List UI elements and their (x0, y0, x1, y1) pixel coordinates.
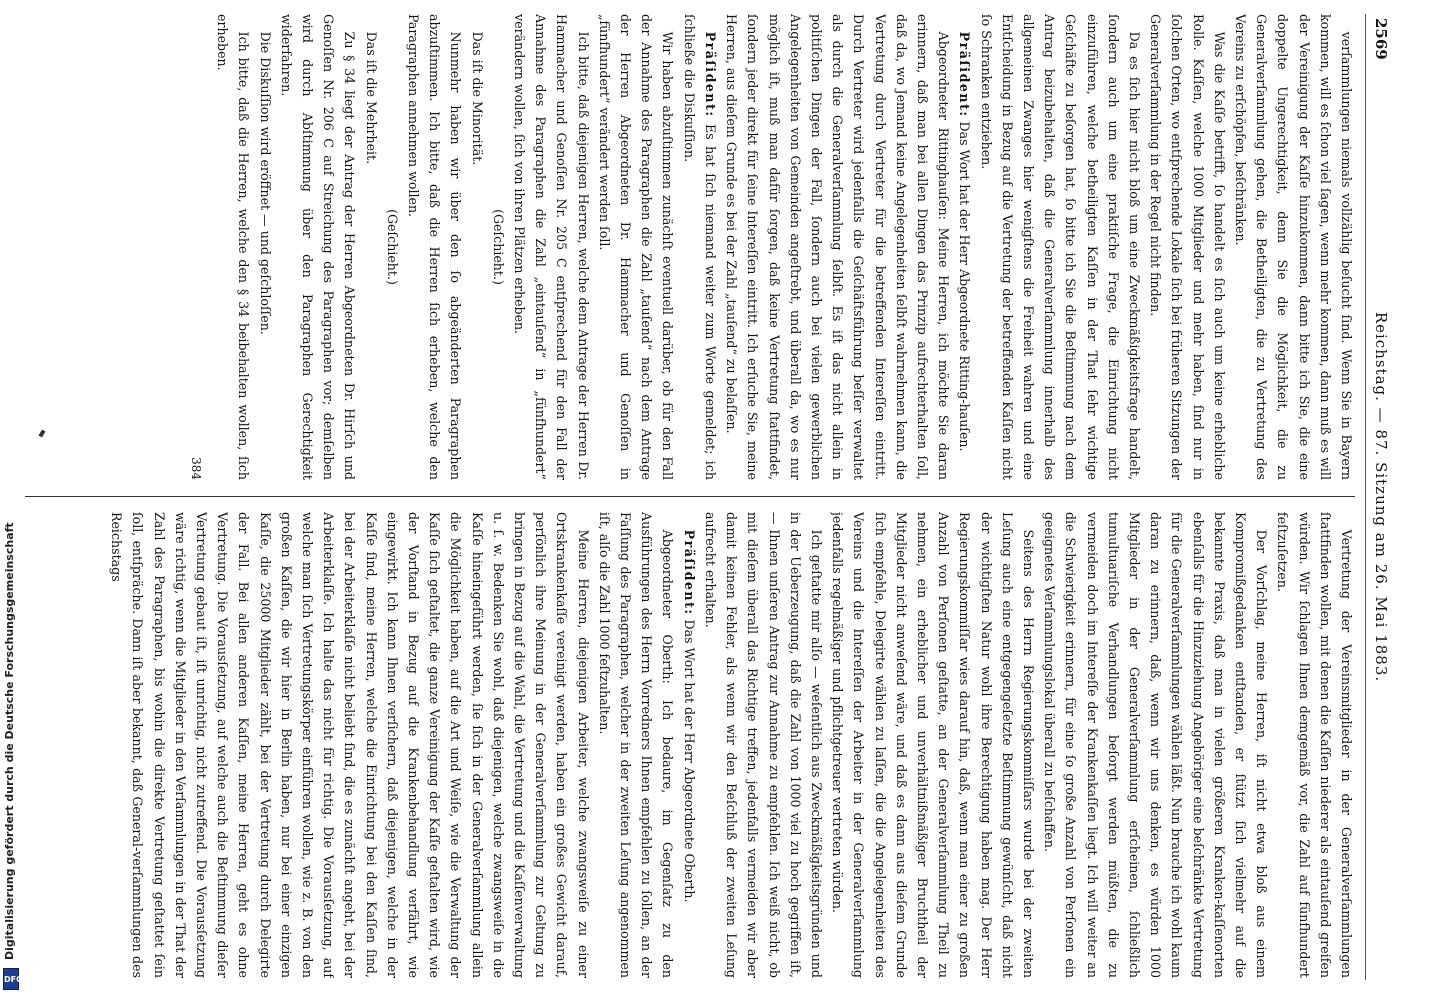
paragraph: Ich geſtatte mir alſo — weſentlich aus Zweckmäßigkeitsgründen und in der Ueberzeugung, daß die Zahl von 1000 viel zu hoch gegriffen iſt, — Ihnen unſeren Antrag zur Annahme zu empfehlen. Ich weiß nicht, ob mit dieſem überall das Richtige treffen, jedenfalls vermeiden wir aber damit keinen Fehler, als wenn wir den Beſchluß der zweiten Leſung aufrecht erhalten. (702, 512, 824, 978)
paragraph: Wir haben abzuſtimmen zunächſt eventuell darüber, ob für den Fall der Annahme des Paragraphen die Zahl „tauſend“ nach dem Antrage der Herren Abgeordneten Dr. Hammacher und Genoſſen in „fünfhundert“ verändert werden ſoll. (596, 14, 676, 480)
paragraph: verſammlungen niemals vollzählig beſucht ſind. Wenn Sie in Bayern kommen, will es ſchon viel ſagen, wenn mehr kommen, dann muß es will der Vereinigung der Kaſſe hinzukommen, dann bitte ich Sie, die eine doppelte Ungerechtigkeit, denn Sie die Möglichkeit, die zu Generalverſammlung gehen, die Betheiligten, die zu Vertretung des Vereins zu erſchöpfen, beſchränken. (1232, 14, 1354, 480)
sheet-number: 384 (189, 457, 204, 480)
paragraph: Zu § 34 liegt der Antrag der Herren Abgeordneten Dr. Hirſch und Genoſſen Nr. 206 C auf Streichung des Paragraphen vor; demſelben wird durch Abſtimmung über den Paragraphen Gerechtigkeit widerfahren. (278, 14, 358, 480)
paragraph: Abgeordneter Rittinghauſen: Meine Herren, ich möchte Sie daran erinnern, daß man bei allen Dingen das Prinzip aufrechterhalten ſoll, daß da, wo Jemand keine Angelegenheiten ſelbſt wahrnehmen kann, die Vertretung durch Vertreter für die betreffenden Intereſſen eintritt. Durch Vertreter wird jedenfalls die Geſchäftsführung beſſer verwaltet als durch die Generalverſammlung ſelbſt. Es iſt das nicht allein in politiſchen Dingen der Fall, ſondern auch bei vielen gewerblichen Angelegenheiten von Gemeinden angeſtrebt, und überall da, wo es nur möglich iſt, muß man dafür ſorgen, daß keine Vertretung ſtattfindet, ſondern jeder direkt für ſeine Intereſſen eintritt. Ich erſuche Sie, meine Herren, aus dieſem Grunde es bei der Zahl „tauſend“ zu belaſſen. (724, 14, 952, 480)
dfg-logo: DFG (3, 968, 19, 990)
paragraph: Seitens des Herrn Regierungskommiſſars wurde bei der zweiten Leſung auch eine entgegengeſetzte Beſtimmung gewünſcht, daß nicht der wichtigſten Natur wohl ihre Berechtigung haben mag. Der Herr Regierungskommiſſar wies darauf hin, daß, wenn man einer zu großen Anzahl von Perſonen geſtatte, an der Generalverſammlung Theil zu nehmen, ein erheblicher und unverhältnißmäßiger Bruchtheil der Mitglieder nicht anweſend wäre, und daß es dann aus dieſem Grunde ſich empfehle, Delegirte wählen zu laſſen, die die Angelegenheiten des Vereins und die Intereſſen der Arbeiter in der Generalverſammlung jedenfalls regelmäßiger und pflichtgetreuer vertreten würden. (830, 512, 1036, 978)
speaker-paragraph: Präſident: Das Wort hat der Herr Abgeordnete Ritting-hauſen. (957, 31, 973, 452)
speaker-label: Präſident: (681, 529, 697, 616)
paragraph: Ich bitte, daß die Herren, welche den § 34 beibehalten wollen, ſich erheben. (215, 14, 252, 480)
text-columns (17, 14, 1357, 980)
paragraph: Das iſt die Mehrheit. (363, 31, 379, 165)
paragraph: Da es ſich hier nicht bloß um eine Zweckmäßigkeitsfrage handelt, ſondern auch um eine praktiſche Frage, die Einrichtung nicht einzuführen, welche betheiligten Kaſſen in der That ſehr wichtige Geſchäfte zu beſorgen hat, ſo bitte ich Sie die Beſtimmung nach dem Antrag beizubehalten, daß die Generalverſammlung innerhalb des allgemeinen Zwanges hier wenigſtens die Freiheit wahren und eine Entſcheidung in Bezug auf die Vertretung der betreffenden Kaſſen nicht ſo Schranken entziehen. (978, 14, 1142, 480)
speaker-label: Präſident: (957, 31, 973, 118)
column-rule (25, 496, 1355, 497)
paragraph: Was die Kaſſe betrifft, ſo handelt es ſich auch um keine erhebliche Rolle. Kaſſen, welche 1000 Mitglieder und mehr haben, ſind nur in ſolchen Orten, wo entſprechende Lokale ſich bei früheren Sitzungen der Generalverſammlung in der Regel nicht finden. (1148, 14, 1227, 480)
paragraph: Abgeordneter Oberth: Ich bedaure, im Gegenſatz zu den Ausführungen des Herrn Vorredners Ihnen empfehlen zu ſollen, an der Faſſung des Paragraphen, welcher in der zweiten Leſung angenommen iſt, alſo die Zahl 1000 feſtzuhalten. (596, 512, 676, 978)
page-number-left: 2569 (1372, 18, 1390, 60)
procedural-note: (Geſchieht.) (384, 209, 400, 285)
credit-text: Digitalisierung gefördert durch die Deutsche Forschungsgemeinschaft (3, 522, 16, 960)
speaker-paragraph: Präſident: Das Wort hat der Herr Abgeordnete Oberth. (681, 529, 697, 903)
right-column (22, 512, 1357, 978)
paragraph: Der Vorſchlag, meine Herren, iſt nicht etwa bloß aus einem Kompromißgedanken entſtanden, er ſtützt ſich vielmehr auf die bekannte Praxis, daß man in vielen größeren Kranken-kaſſenorten ebenſalls für die Hinzuziehung Angehöriger eine beſchränkte Vertretung für die Generalverſammlungen wählen läßt. Nun brauche ich wohl kaum daran zu erinnern, daß, wenn wir uns denken, es würden 1000 Mitglieder in der Generalverſammlung erſcheinen, ſchließlich tumultuariſche Verhandlungen beſorgt werden müßten, die zu vermeiden doch im Intereſſe der Krankenkaſſen liegt. Ich will weiter an die Schwierigkeit erinnern, für eine ſo große Anzahl von Perſonen ein geeignetes Verſammlungslokal überall zu beſchaffen. (1042, 512, 1270, 978)
page-header (1365, 14, 1392, 980)
credit-strip (0, 0, 22, 1000)
running-title: Reichstag. — 87. Sitzung am 26. Mai 1883. (1372, 311, 1390, 683)
speaker-paragraph: Präſident: Es hat ſich niemand weiter zum Worte gemeldet; ich ſchließe die Diskuſſion. (681, 14, 718, 480)
paragraph: Die Diskuſſion wird eröffnet — und geſchloſſen. (257, 31, 273, 335)
left-column (22, 14, 1357, 480)
speaker-label: Präſident: (702, 31, 718, 118)
paragraph: Nunmehr haben wir über den ſo abgeänderten Paragraphen abzuſtimmen. Ich bitte, daß die Herren ſich erheben, welche den Paragraphen annehmen wollen. (406, 14, 464, 480)
paragraph: Das iſt die Minorität. (469, 31, 485, 166)
paragraph: Vertretung der Vereinsmitglieder in der Generalverſammlungen ſtattfinden wollen, mit denen die Kaſſen niederer als eintauſend greifen würden. Wir ſchlagen Ihnen demgemäß vor, die Zahl auf fünfhundert feſtzuſetzen. (1275, 512, 1354, 978)
paragraph: Ich bitte, daß diejenigen Herren, welche dem Antrage der Herren Dr. Hammacher und Genoſſen Nr. 205 C entſprechend für den Fall der Annahme des Paragraphen die Zahl „eintauſend“ in „fünfhundert“ verändern wollen, ſich von ihren Plätzen erheben. (512, 14, 591, 480)
paragraph: Meine Herren, diejenigen Arbeiter, welche zwangsweiſe zu einer Ortskrankenkaſſe vereinigt werden, haben ein großes Gewicht darauf, perſönlich ihre Meinung in der Generalverſammlung zur Geltung zu bringen in Bezug auf die Wahl, die Vertretung und die Kaſſenverwaltung u. ſ. w. Bedenken Sie wohl, daß diejenigen, welche zwangsweiſe in die Kaſſe hineingeführt werden, ſie ſich in der Generalverſammlung allein die Möglichkeit haben, auf die Art und Weiſe, wie die Verwaltung der Kaſſe ſich geſtaltet, die ganze Vereinigung der Kaſſe geſtalten wird, wie der Vorſtand in Bezug auf die Krankenbehandlung verfährt, wie eingewirkt. Ich kann Ihnen verſichern, daß diejenigen, welche in der Kaſſe ſind, meine Herren, welche die Einrichtung bei den Kaſſen ſind, bei der Arbeiterklaſſe nicht beliebt ſind, die es zunächſt angeht, bei der Arbeiterklaſſe. Ich halte das nicht für richtig. Die Vorausſetzung, auf welche man ſich Vertretungskörper einführen wollen, wie z. B. von den großen Kaſſen, die wir hier in Berlin haben, nur bei einer einzigen Kaſſe, die 25000 Mitglieder zählt, bei der Vertretung durch Delegirte der Fall. Bei allen anderen Kaſſen, meine Herren, geht es ohne Vertretung. Die Vorausſetzung, auf welche auch die Beſtimmung dieſer Vertretung gebaut iſt, iſt unrichtig, nicht zutreffend. Die Vorausſetzung wäre richtig, wenn die Mitglieder in den Verſammlungen in der That der Zahl des Paragraphen, bis wohin die direkte Vertretung geſtattet ſein ſoll, entſpräche. Dann iſt aber bekannt, daß General-verſammlungen des Reichstags (109, 512, 591, 978)
procedural-note: (Geſchieht.) (490, 209, 506, 285)
